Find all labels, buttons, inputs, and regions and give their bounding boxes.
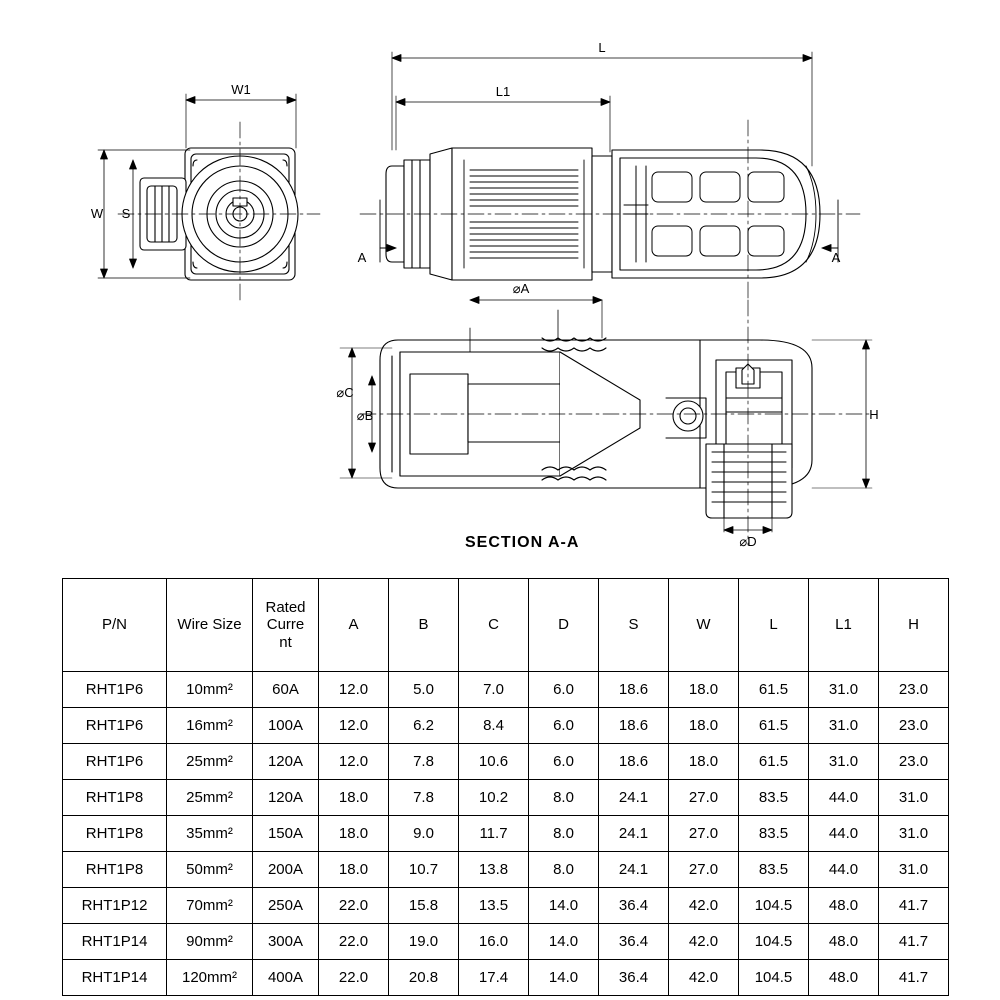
table-row [63, 816, 949, 852]
table-cell: RHT1P14 [63, 960, 167, 996]
table-row [63, 708, 949, 744]
dim-label-bore-d: ⌀D [739, 534, 757, 549]
table-cell: 9.0 [389, 816, 459, 852]
table-cell: 12.0 [319, 708, 389, 744]
table-cell: 70mm² [167, 888, 253, 924]
table-cell: 23.0 [879, 744, 949, 780]
table-cell: 41.7 [879, 960, 949, 996]
dim-label-w: W [90, 206, 104, 221]
table-cell: 61.5 [739, 672, 809, 708]
table-cell: 25mm² [167, 744, 253, 780]
table-cell: 18.6 [599, 708, 669, 744]
table-row [63, 780, 949, 816]
table-cell: 44.0 [809, 816, 879, 852]
table-cell: 27.0 [669, 852, 739, 888]
dim-label-s: S [121, 206, 131, 221]
table-cell: 31.0 [809, 672, 879, 708]
table-cell: 27.0 [669, 780, 739, 816]
dim-label-h: H [869, 407, 879, 422]
table-cell: 31.0 [879, 780, 949, 816]
dim-label-l1: L1 [495, 84, 511, 99]
table-cell: 13.5 [459, 888, 529, 924]
table-cell: 24.1 [599, 816, 669, 852]
table-cell: 61.5 [739, 708, 809, 744]
table-row [63, 960, 949, 996]
header-rated-line-1: Rated [265, 599, 306, 617]
table-cell: 8.4 [459, 708, 529, 744]
table-cell: 18.0 [669, 744, 739, 780]
table-cell: 100A [253, 708, 319, 744]
table-cell: 12.0 [319, 672, 389, 708]
table-cell: 60A [253, 672, 319, 708]
table-cell: 90mm² [167, 924, 253, 960]
table-cell: 6.0 [529, 744, 599, 780]
table-cell: 31.0 [809, 708, 879, 744]
table-cell: 8.0 [529, 780, 599, 816]
table-cell: 15.8 [389, 888, 459, 924]
table-cell: 104.5 [739, 888, 809, 924]
table-cell: 18.0 [669, 708, 739, 744]
table-cell: 5.0 [389, 672, 459, 708]
table-cell: 35mm² [167, 816, 253, 852]
spec-table [62, 578, 949, 996]
table-cell: 7.8 [389, 780, 459, 816]
header-cell-d: D [529, 579, 599, 672]
dim-label-bore-c: ⌀C [336, 385, 354, 400]
table-cell: 18.6 [599, 744, 669, 780]
header-cell-l: L [739, 579, 809, 672]
table-row [63, 924, 949, 960]
table-cell: 83.5 [739, 852, 809, 888]
table-cell: 42.0 [669, 960, 739, 996]
table-cell: 6.2 [389, 708, 459, 744]
header-cell-a: A [319, 579, 389, 672]
table-cell: 10.7 [389, 852, 459, 888]
header-cell-c: C [459, 579, 529, 672]
header-cell-h: H [879, 579, 949, 672]
table-cell: 18.0 [319, 852, 389, 888]
table-cell: RHT1P6 [63, 672, 167, 708]
table-cell: 16.0 [459, 924, 529, 960]
table-cell: 16mm² [167, 708, 253, 744]
table-cell: 18.6 [599, 672, 669, 708]
table-cell: RHT1P6 [63, 744, 167, 780]
table-cell: 24.1 [599, 852, 669, 888]
table-cell: 10mm² [167, 672, 253, 708]
table-cell: 7.8 [389, 744, 459, 780]
spec-table-head [63, 579, 949, 672]
table-cell: 300A [253, 924, 319, 960]
spec-table-container [62, 578, 938, 996]
table-cell: 12.0 [319, 744, 389, 780]
section-title: SECTION A-A [465, 534, 580, 551]
table-row [63, 888, 949, 924]
table-cell: 8.0 [529, 852, 599, 888]
table-cell: 31.0 [879, 816, 949, 852]
table-cell: 25mm² [167, 780, 253, 816]
table-cell: 48.0 [809, 924, 879, 960]
table-cell: 41.7 [879, 924, 949, 960]
table-cell: 14.0 [529, 960, 599, 996]
table-cell: RHT1P8 [63, 780, 167, 816]
table-row [63, 852, 949, 888]
section-view [380, 297, 812, 534]
table-cell: 200A [253, 852, 319, 888]
table-cell: 61.5 [739, 744, 809, 780]
table-cell: 48.0 [809, 960, 879, 996]
table-cell: 50mm² [167, 852, 253, 888]
dim-label-w1: W1 [231, 82, 251, 97]
table-cell: 18.0 [319, 816, 389, 852]
table-cell: 13.8 [459, 852, 529, 888]
table-cell: 44.0 [809, 780, 879, 816]
table-cell: 18.0 [669, 672, 739, 708]
table-cell: 23.0 [879, 708, 949, 744]
table-cell: RHT1P14 [63, 924, 167, 960]
table-cell: RHT1P6 [63, 708, 167, 744]
table-cell: 44.0 [809, 852, 879, 888]
table-cell: 48.0 [809, 888, 879, 924]
table-cell: 17.4 [459, 960, 529, 996]
spec-table-body [63, 672, 949, 996]
table-cell: 31.0 [879, 852, 949, 888]
table-cell: 19.0 [389, 924, 459, 960]
table-cell: 120A [253, 780, 319, 816]
table-cell: 83.5 [739, 780, 809, 816]
table-cell: 22.0 [319, 960, 389, 996]
table-cell: 14.0 [529, 888, 599, 924]
table-cell: 31.0 [809, 744, 879, 780]
table-cell: 22.0 [319, 888, 389, 924]
table-cell: RHT1P8 [63, 852, 167, 888]
table-cell: 41.7 [879, 888, 949, 924]
header-cell-s: S [599, 579, 669, 672]
table-cell: 22.0 [319, 924, 389, 960]
dim-w1 [186, 94, 296, 148]
table-cell: 150A [253, 816, 319, 852]
table-row [63, 672, 949, 708]
table-cell: 36.4 [599, 960, 669, 996]
table-cell: 36.4 [599, 888, 669, 924]
table-cell: RHT1P8 [63, 816, 167, 852]
header-rated-line-3: nt [279, 633, 292, 651]
table-cell: RHT1P12 [63, 888, 167, 924]
table-cell: 20.8 [389, 960, 459, 996]
table-cell: 36.4 [599, 924, 669, 960]
table-cell: 104.5 [739, 960, 809, 996]
table-cell: 10.6 [459, 744, 529, 780]
header-cell-l1: L1 [809, 579, 879, 672]
table-cell: 400A [253, 960, 319, 996]
dim-l1 [396, 96, 610, 152]
table-cell: 27.0 [669, 816, 739, 852]
table-cell: 83.5 [739, 816, 809, 852]
table-cell: 23.0 [879, 672, 949, 708]
table-cell: 42.0 [669, 924, 739, 960]
table-cell: 42.0 [669, 888, 739, 924]
dim-label-l: L [598, 40, 606, 55]
table-cell: 120A [253, 744, 319, 780]
table-cell: 10.2 [459, 780, 529, 816]
header-rated-line-2: Curre [266, 616, 305, 634]
table-cell: 14.0 [529, 924, 599, 960]
header-cell-rated-current [253, 579, 319, 672]
header-cell-b: B [389, 579, 459, 672]
table-cell: 6.0 [529, 672, 599, 708]
header-cell-wire-size: Wire Size [167, 579, 253, 672]
table-cell: 104.5 [739, 924, 809, 960]
table-cell: 24.1 [599, 780, 669, 816]
table-cell: 7.0 [459, 672, 529, 708]
table-row [63, 744, 949, 780]
table-cell: 8.0 [529, 816, 599, 852]
table-cell: 6.0 [529, 708, 599, 744]
section-cut-label-left: A [357, 250, 367, 265]
header-cell-w: W [669, 579, 739, 672]
table-cell: 11.7 [459, 816, 529, 852]
table-cell: 18.0 [319, 780, 389, 816]
dim-label-bore-b: ⌀B [356, 408, 374, 423]
section-cut-label-right: A [831, 250, 841, 265]
table-cell: 250A [253, 888, 319, 924]
header-row [63, 579, 949, 672]
table-cell: 120mm² [167, 960, 253, 996]
header-cell-pn: P/N [63, 579, 167, 672]
dim-label-bore-a: ⌀A [512, 281, 530, 296]
